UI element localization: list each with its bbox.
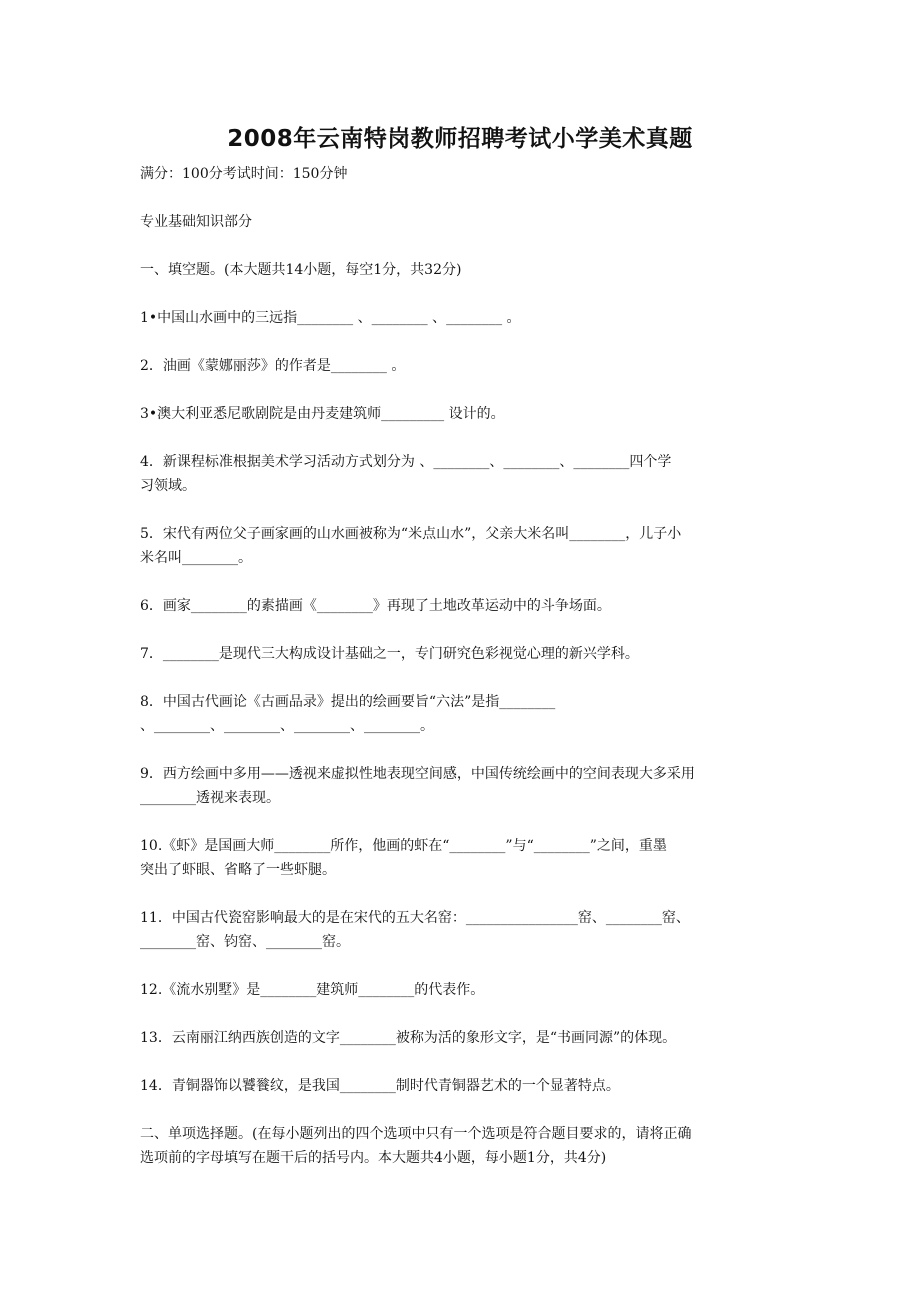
question-7: 7．________是现代三大构成设计基础之一，专门研究色彩视觉心理的新兴学科。 <box>140 646 639 662</box>
question-11-line-1: 11．中国古代瓷窑影响最大的是在宋代的五大名窑：________________窑、________窑、 <box>140 910 690 926</box>
question-11-line-2: ________窑、钧窑、________窑。 <box>140 934 350 950</box>
question-8-line-1: 8．中国古代画论《古画品录》提出的绘画要旨“六法”是指________ <box>140 694 556 710</box>
document-title: 2008年云南特岗教师招聘考试小学美术真题 <box>227 126 693 152</box>
question-8 <box>140 690 790 738</box>
exam-meta: 满分：100分考试时间：150分钟 <box>140 166 348 182</box>
question-11 <box>140 906 790 954</box>
part2-heading <box>140 1122 790 1170</box>
question-3: 3•澳大利亚悉尼歌剧院是由丹麦建筑师_________ 设计的。 <box>140 406 505 422</box>
question-4-line-2: 习领域。 <box>140 478 196 494</box>
part1-heading: 一、填空题。(本大题共14小题，每空1分，共32分) <box>140 262 462 278</box>
question-5-line-2: 米名叫________。 <box>140 550 252 566</box>
question-14: 14．青铜器饰以饕餮纹，是我国________制时代青铜器艺术的一个显著特点。 <box>140 1078 620 1094</box>
question-6: 6．画家________的素描画《________》再现了土地改革运动中的斗争场面。 <box>140 598 611 614</box>
part2-heading-line-1: 二、单项选择题。(在每小题列出的四个选项中只有一个选项是符合题目要求的，请将正确 <box>140 1126 692 1142</box>
question-9-line-1: 9．西方绘画中多用——透视来虚拟性地表现空间感，中国传统绘画中的空间表现大多采用 <box>140 766 695 782</box>
question-9 <box>140 762 790 810</box>
question-5 <box>140 522 790 570</box>
question-8-line-2: 、________、________、________、________。 <box>140 718 434 734</box>
question-10-line-1: 10.《虾》是国画大师________所作，他画的虾在“________”与“________”之间，重墨 <box>140 838 667 854</box>
question-12: 12.《流水别墅》是________建筑师________的代表作。 <box>140 982 485 998</box>
question-10 <box>140 834 790 882</box>
question-13: 13．云南丽江纳西族创造的文字________被称为活的象形文字，是“书画同源”的体现。 <box>140 1030 677 1046</box>
question-2: 2．油画《蒙娜丽莎》的作者是________ 。 <box>140 358 406 374</box>
question-1: 1•中国山水画中的三远指________ 、________ 、________ 。 <box>140 310 521 326</box>
question-9-line-2: ________透视来表现。 <box>140 790 280 806</box>
section-heading: 专业基础知识部分 <box>140 214 252 230</box>
question-4-line-1: 4．新课程标准根据美术学习活动方式划分为 、________、________、________四个学 <box>140 454 672 470</box>
question-5-line-1: 5．宋代有两位父子画家画的山水画被称为“米点山水”，父亲大米名叫________，儿子小 <box>140 526 682 542</box>
question-10-line-2: 突出了虾眼、省略了一些虾腿。 <box>140 862 336 878</box>
part2-heading-line-2: 选项前的字母填写在题干后的括号内。本大题共4小题，每小题1分，共4分) <box>140 1150 607 1166</box>
question-4 <box>140 450 790 498</box>
